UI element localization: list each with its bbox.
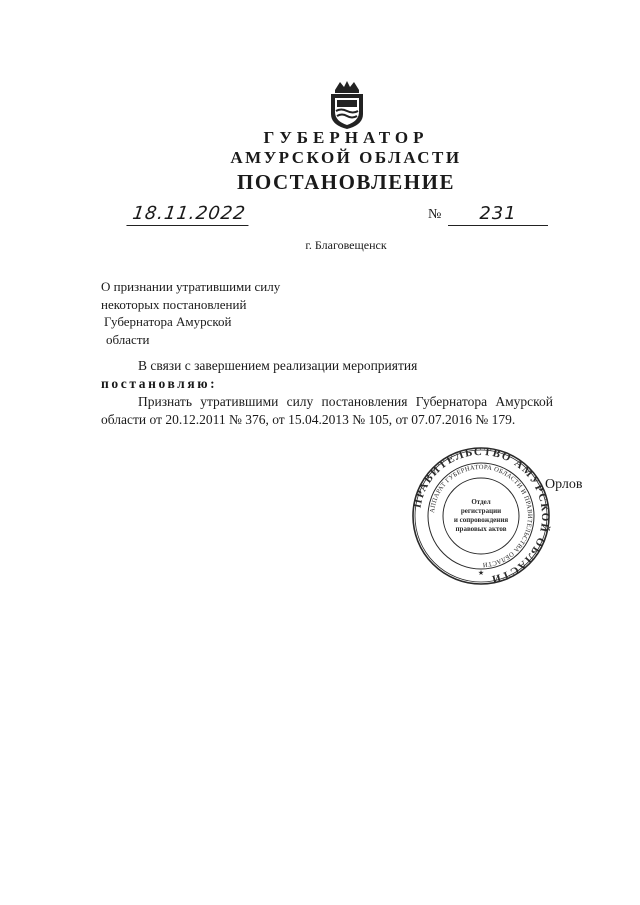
operative-paragraph (101, 393, 553, 429)
operative-text: Признать утратившими силу постановления Губернатора Амурской области от 20.12.2011 № 376, от 15.04.2013 № 105, от 07.07.2016 № 179. (101, 394, 553, 427)
coat-of-arms-icon (326, 80, 368, 130)
stamp-center-line: и сопровождения (453, 516, 509, 524)
preamble-paragraph: В связи с завершением реализации мероприятия (138, 358, 418, 373)
document-type-title: ПОСТАНОВЛЕНИЕ (237, 170, 455, 194)
city-name: г. Благовещенск (305, 238, 387, 252)
resolve-word: постановляю: (101, 376, 218, 391)
svg-text:★: ★ (477, 569, 485, 577)
number-sign: № (428, 207, 442, 222)
signatory-name: Орлов (545, 477, 583, 492)
subject-line: некоторых постановлений (101, 296, 247, 312)
decree-number: 231 (448, 203, 548, 226)
subject-line: Губернатора Амурской (104, 314, 232, 329)
stamp-center-line: Отдел (471, 498, 491, 506)
stamp-outer-text: ПРАВИТЕЛЬСТВО АМУРСКОЙ ОБЛАСТИ (411, 446, 551, 586)
decree-date: 18.11.2022 (126, 203, 251, 226)
official-stamp-icon (411, 446, 551, 586)
title-region: АМУРСКОЙ ОБЛАСТИ (230, 148, 462, 167)
stamp-inner-text: АППАРАТ ГУБЕРНАТОРА ОБЛАСТИ И ПРАВИТЕЛЬСТВА ОБЛАСТИ (429, 463, 534, 569)
subject-line: О признании утратившими силу (101, 279, 281, 294)
stamp-center-line: регистрации (460, 507, 502, 515)
stamp-center-line: правовых актов (455, 525, 507, 533)
subject-line: области (106, 331, 150, 347)
decree-subject (101, 278, 321, 348)
title-governor: ГУБЕРНАТОР (263, 128, 429, 147)
